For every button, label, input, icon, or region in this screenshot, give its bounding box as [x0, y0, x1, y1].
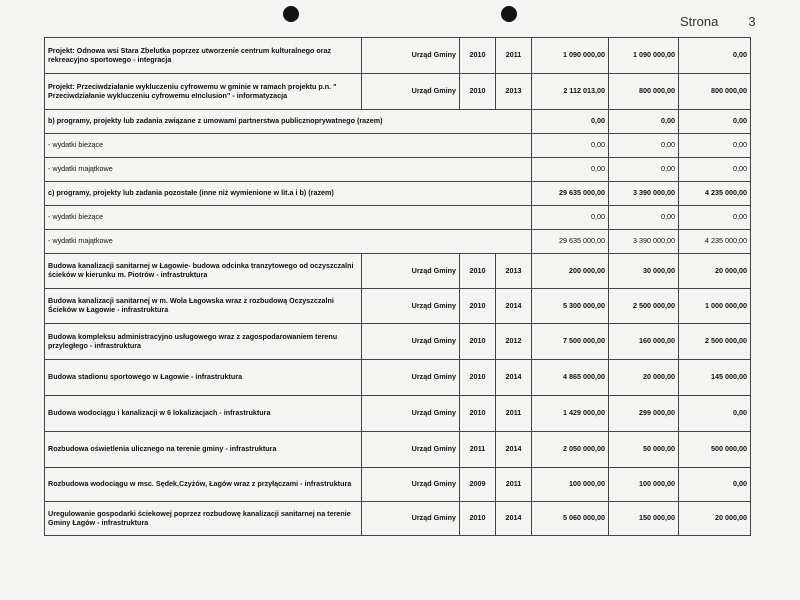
project-end-year: 2014: [496, 432, 532, 468]
section-c-current-label: - wydatki bieżące: [45, 206, 532, 230]
project-unit: Urząd Gminy: [362, 289, 460, 324]
project-description: Budowa wodociągu i kanalizacji w 6 lokalizacjach - infrastruktura: [45, 396, 362, 432]
project-amount-2: 0,00: [679, 396, 751, 432]
project-unit: Urząd Gminy: [362, 254, 460, 289]
section-c-amount-2: 4 235 000,00: [679, 182, 751, 206]
project-amount-1: 2 500 000,00: [609, 289, 679, 324]
project-description: Uregulowanie gospodarki ściekowej poprzez rozbudowę kanalizacji sanitarnej na terenie Gminy Łagów - infrastruktura: [45, 502, 362, 536]
project-unit: Urząd Gminy: [362, 396, 460, 432]
section-b-current-amount-1: 0,00: [609, 134, 679, 158]
project-unit: Urząd Gminy: [362, 502, 460, 536]
section-c-current-amount-1: 0,00: [609, 206, 679, 230]
table-row: [45, 38, 751, 74]
project-amount-1: 299 000,00: [609, 396, 679, 432]
project-end-year: 2011: [496, 468, 532, 502]
project-amount-2: 2 500 000,00: [679, 324, 751, 360]
project-start-year: 2010: [460, 289, 496, 324]
table-row: [45, 432, 751, 468]
project-description: Projekt: Przeciwdziałanie wykluczeniu cyfrowemu w gminie w ramach projektu p.n. " Przeciwdziałanie wykluczeniu cyfrowemu eInclusion" - informatyzacja: [45, 74, 362, 110]
section-c-capital-label: - wydatki majątkowe: [45, 230, 532, 254]
table-row: [45, 110, 751, 134]
project-description: Rozbudowa wodociągu w msc. Sędek,Czyżów, Łagów wraz z przyłączami - infrastruktura: [45, 468, 362, 502]
investment-table: [44, 37, 751, 536]
table-row: [45, 324, 751, 360]
project-amount-2: 800 000,00: [679, 74, 751, 110]
project-start-year: 2009: [460, 468, 496, 502]
section-b-current-label: - wydatki bieżące: [45, 134, 532, 158]
project-amount-1: 1 090 000,00: [609, 38, 679, 74]
project-description: Budowa kanalizacji sanitarnej w m. Wola Łagowska wraz z rozbudową Oczyszczalni Ścieków w Łagowie - infrastruktura: [45, 289, 362, 324]
section-b-capital-amount-1: 0,00: [609, 158, 679, 182]
punch-hole-right: [501, 6, 517, 22]
project-total: 1 090 000,00: [532, 38, 609, 74]
table-row: [45, 206, 751, 230]
project-amount-1: 800 000,00: [609, 74, 679, 110]
project-start-year: 2010: [460, 38, 496, 74]
table-row: [45, 134, 751, 158]
project-amount-2: 20 000,00: [679, 254, 751, 289]
project-description: Budowa stadionu sportowego w Łagowie - infrastruktura: [45, 360, 362, 396]
table-row: [45, 289, 751, 324]
table-row: [45, 74, 751, 110]
table-row: [45, 396, 751, 432]
project-end-year: 2013: [496, 74, 532, 110]
project-total: 7 500 000,00: [532, 324, 609, 360]
project-description: Rozbudowa oświetlenia ulicznego na terenie gminy - infrastruktura: [45, 432, 362, 468]
section-c-capital-amount-1: 3 390 000,00: [609, 230, 679, 254]
section-c-total: 29 635 000,00: [532, 182, 609, 206]
project-unit: Urząd Gminy: [362, 74, 460, 110]
table-row: [45, 230, 751, 254]
project-total: 5 060 000,00: [532, 502, 609, 536]
project-amount-1: 50 000,00: [609, 432, 679, 468]
project-start-year: 2010: [460, 324, 496, 360]
project-amount-2: 0,00: [679, 468, 751, 502]
project-start-year: 2010: [460, 74, 496, 110]
project-amount-1: 30 000,00: [609, 254, 679, 289]
section-c-current-amount-2: 0,00: [679, 206, 751, 230]
project-total: 4 865 000,00: [532, 360, 609, 396]
section-b-capital-amount-2: 0,00: [679, 158, 751, 182]
project-end-year: 2014: [496, 360, 532, 396]
project-amount-1: 150 000,00: [609, 502, 679, 536]
project-amount-1: 160 000,00: [609, 324, 679, 360]
project-total: 2 050 000,00: [532, 432, 609, 468]
project-description: Projekt: Odnowa wsi Stara Zbelutka poprzez utworzenie centrum kulturalnego oraz rekreacyjno sportowego - integracja: [45, 38, 362, 74]
section-c-amount-1: 3 390 000,00: [609, 182, 679, 206]
page-number-header: [680, 14, 756, 29]
project-unit: Urząd Gminy: [362, 38, 460, 74]
table-row: [45, 182, 751, 206]
project-amount-1: 20 000,00: [609, 360, 679, 396]
section-b-capital-label: - wydatki majątkowe: [45, 158, 532, 182]
section-c-capital-amount-2: 4 235 000,00: [679, 230, 751, 254]
section-b-label: b) programy, projekty lub zadania związane z umowami partnerstwa publicznoprywatnego (razem): [45, 110, 532, 134]
project-start-year: 2010: [460, 502, 496, 536]
project-amount-2: 145 000,00: [679, 360, 751, 396]
section-b-amount-2: 0,00: [679, 110, 751, 134]
section-c-current-total: 0,00: [532, 206, 609, 230]
table-row: [45, 468, 751, 502]
project-start-year: 2010: [460, 396, 496, 432]
section-b-total: 0,00: [532, 110, 609, 134]
project-end-year: 2012: [496, 324, 532, 360]
page-number: 3: [748, 14, 756, 29]
project-end-year: 2014: [496, 289, 532, 324]
page-label: Strona: [680, 14, 719, 29]
project-description: Budowa kanalizacji sanitarnej w Łagowie- budowa odcinka tranzytowego od oczyszczalni ścieków w kierunku m. Piotrów - infrastruktura: [45, 254, 362, 289]
project-end-year: 2011: [496, 38, 532, 74]
project-amount-2: 1 000 000,00: [679, 289, 751, 324]
project-start-year: 2011: [460, 432, 496, 468]
table-row: [45, 502, 751, 536]
project-unit: Urząd Gminy: [362, 468, 460, 502]
project-unit: Urząd Gminy: [362, 324, 460, 360]
project-total: 1 429 000,00: [532, 396, 609, 432]
section-b-current-amount-2: 0,00: [679, 134, 751, 158]
table-row: [45, 254, 751, 289]
punch-hole-left: [283, 6, 299, 22]
project-total: 2 112 013,00: [532, 74, 609, 110]
section-c-capital-total: 29 635 000,00: [532, 230, 609, 254]
project-total: 100 000,00: [532, 468, 609, 502]
table-row: [45, 158, 751, 182]
section-b-current-total: 0,00: [532, 134, 609, 158]
project-total: 5 300 000,00: [532, 289, 609, 324]
project-description: Budowa kompleksu administracyjno usługowego wraz z zagospodarowaniem terenu przyległego - infrastruktura: [45, 324, 362, 360]
project-amount-2: 500 000,00: [679, 432, 751, 468]
section-b-amount-1: 0,00: [609, 110, 679, 134]
section-c-label: c) programy, projekty lub zadania pozostałe (inne niż wymienione w lit.a i b) (razem): [45, 182, 532, 206]
project-end-year: 2013: [496, 254, 532, 289]
project-amount-2: 20 000,00: [679, 502, 751, 536]
project-unit: Urząd Gminy: [362, 432, 460, 468]
project-amount-2: 0,00: [679, 38, 751, 74]
project-amount-1: 100 000,00: [609, 468, 679, 502]
project-end-year: 2014: [496, 502, 532, 536]
project-total: 200 000,00: [532, 254, 609, 289]
project-start-year: 2010: [460, 360, 496, 396]
project-end-year: 2011: [496, 396, 532, 432]
table-row: [45, 360, 751, 396]
project-unit: Urząd Gminy: [362, 360, 460, 396]
project-start-year: 2010: [460, 254, 496, 289]
section-b-capital-total: 0,00: [532, 158, 609, 182]
